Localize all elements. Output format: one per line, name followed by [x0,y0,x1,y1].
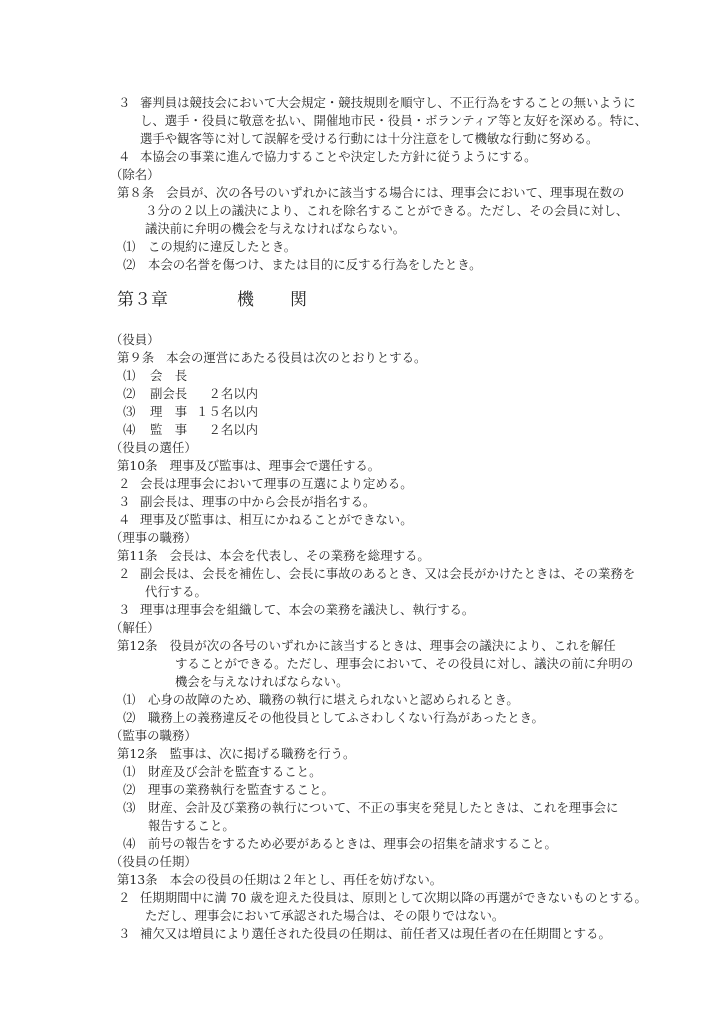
article-7-continuation [0,94,725,166]
article-heading: 第12条 [117,746,158,761]
subitem-number: ⑷ [123,422,136,437]
article-text: 本会の役員の任期は２年とし、再任を妨げない。 [169,872,443,887]
chapter-title: 機 関 [237,290,317,310]
paragraph [0,601,725,619]
paragraph [0,925,725,943]
subitem-text: 報告すること。 [148,818,235,833]
paragraph-line: し、選手・役員に敬意を払い、開催地市民・役員・ボランティア等と友好を深める。特に、 [140,113,648,128]
paragraph-number: ３ [118,494,131,509]
subitem-number: ⑵ [123,386,136,401]
paragraph-number: ２ [118,890,131,905]
article-text: 監事は、次に掲げる職務を行う。 [169,746,356,761]
paragraph-number: ３ [118,926,131,941]
section-caption: （監事の職務） [110,728,197,743]
paragraph-line: 理事及び監事は、相互にかねることができない。 [140,512,413,527]
paragraph-number: ２ [118,476,131,491]
article-10 [0,439,725,529]
subitem [0,709,725,727]
officer-limit: ２名以内 [208,422,258,437]
subitem [0,763,725,781]
article-11 [0,529,725,619]
section-caption: （役員の任期） [110,854,197,869]
section-caption: （役員の選任） [110,440,197,455]
article-text: 役員が次の各号のいずれかに該当するときは、理事会の議決により、これを解任 [169,638,616,653]
article-text: 会員が、次の各号のいずれかに該当する場合には、理事会において、理事現在数の [166,185,625,200]
subitem-text: 前号の報告をするため必要があるときは、理事会の招集を請求すること。 [148,836,557,851]
article-text: 理事及び監事は、理事会で選任する。 [169,458,381,473]
paragraph-number: ４ [118,149,131,164]
article-text: 本会の運営にあたる役員は次のとおりとする。 [166,350,427,365]
officer-limit: １５名以内 [196,404,258,419]
subitem-number: ⑴ [123,692,136,707]
subitem-number: ⑷ [123,836,136,851]
paragraph-number: ３ [118,602,131,617]
article-text: 会長は、本会を代表し、その業務を総理する。 [169,548,430,563]
subitem-number: ⑵ [123,710,136,725]
article-heading: 第13条 [117,872,158,887]
article-heading: 第８条 [117,185,155,200]
officer-row [0,385,725,403]
chapter-heading [0,287,725,313]
subitem [0,256,725,274]
article-13 [0,853,725,943]
paragraph [0,511,725,529]
document-page [0,94,725,943]
section-caption: （解任） [110,620,160,635]
officer-role: 副会長 [150,386,188,401]
paragraph-line: 会長は理事会において理事の互選により定める。 [140,476,413,491]
paragraph-line: 副会長は、理事の中から会長が指名する。 [140,494,376,509]
paragraph-line: 理事は理事会を組織して、本会の業務を議決し、執行する。 [140,602,475,617]
subitem-number: ⑶ [123,404,136,419]
paragraph-number: ３ [118,95,131,110]
article-text: 機会を与えなければならない。 [175,674,349,689]
paragraph-line: 代行する。 [145,584,207,599]
subitem-text: この規約に違反したとき。 [148,239,297,254]
section-caption: （役員） [110,332,160,347]
paragraph [0,475,725,493]
article-8 [0,166,725,274]
article-text: ３分の２以上の議決により、これを除名することができる。ただし、その会員に対し、 [145,203,629,218]
subitem-number: ⑵ [123,782,136,797]
subitem-text: 財産及び会計を監査すること。 [148,764,322,779]
paragraph [0,148,725,166]
section-caption: （理事の職務） [110,530,197,545]
paragraph-line: 補欠又は増員により選任された役員の任期は、前任者又は現任者の在任期間とする。 [140,926,611,941]
article-heading: 第10条 [117,458,158,473]
paragraph-line: 副会長は、会長を補佐し、会長に事故のあるとき、又は会長がかけたときは、その業務を [140,566,636,581]
paragraph-line: 本協会の事業に進んで協力することや決定した方針に従うようにする。 [140,149,537,164]
article-9 [0,331,725,439]
paragraph [0,94,725,112]
officer-role: 理 事 [150,404,188,419]
paragraph-line: 審判員は競技会において大会規定・競技規則を順守し、不正行為をすることの無いように [140,95,636,110]
subitem-number: ⑶ [123,800,136,815]
paragraph-line: 選手や観客等に対して誤解を受ける行動には十分注意をして機敏な行動に努める。 [140,131,599,146]
subitem [0,691,725,709]
paragraph-number: ４ [118,512,131,527]
officer-row [0,421,725,439]
article-text: 議決前に弁明の機会を与えなければならない。 [145,221,406,236]
subitem-number: ⑴ [123,368,136,383]
officer-row [0,367,725,385]
subitem-text: 財産、会計及び業務の執行について、不正の事実を発見したときは、これを理事会に [148,800,619,815]
subitem [0,799,725,817]
subitem-text: 心身の故障のため、職務の執行に堪えられないと認められるとき。 [148,692,519,707]
subitem-number: ⑴ [123,239,136,254]
officer-role: 会 長 [150,368,188,383]
paragraph-line: 任期期間中に満 70 歳を迎えた役員は、原則として次期以降の再選ができないものとする。 [140,890,647,905]
paragraph [0,889,725,907]
subitem [0,835,725,853]
subitem-number: ⑴ [123,764,136,779]
paragraph-number: ２ [118,566,131,581]
paragraph-line: ただし、理事会において承認された場合は、その限りではない。 [145,908,505,923]
article-heading: 第12条 [117,638,158,653]
article-12-auditor-duties [0,727,725,853]
article-heading: 第９条 [117,350,155,365]
subitem [0,238,725,256]
officer-role: 監 事 [150,422,188,437]
officer-limit: ２名以内 [208,386,258,401]
subitem-number: ⑵ [123,257,136,272]
subitem-text: 理事の業務執行を監査すること。 [148,782,334,797]
paragraph [0,565,725,583]
article-text: することができる。ただし、理事会において、その役員に対し、議決の前に弁明の [175,656,634,671]
paragraph [0,493,725,511]
chapter-label: 第３章 [117,290,168,310]
subitem [0,781,725,799]
section-caption: （除名） [110,167,160,182]
officer-row [0,403,725,421]
article-heading: 第11条 [117,548,158,563]
article-12-dismissal [0,619,725,727]
subitem-text: 職務上の義務違反その他役員としてふさわしくない行為があったとき。 [148,710,544,725]
subitem-text: 本会の名誉を傷つけ、または目的に反する行為をしたとき。 [148,257,482,272]
